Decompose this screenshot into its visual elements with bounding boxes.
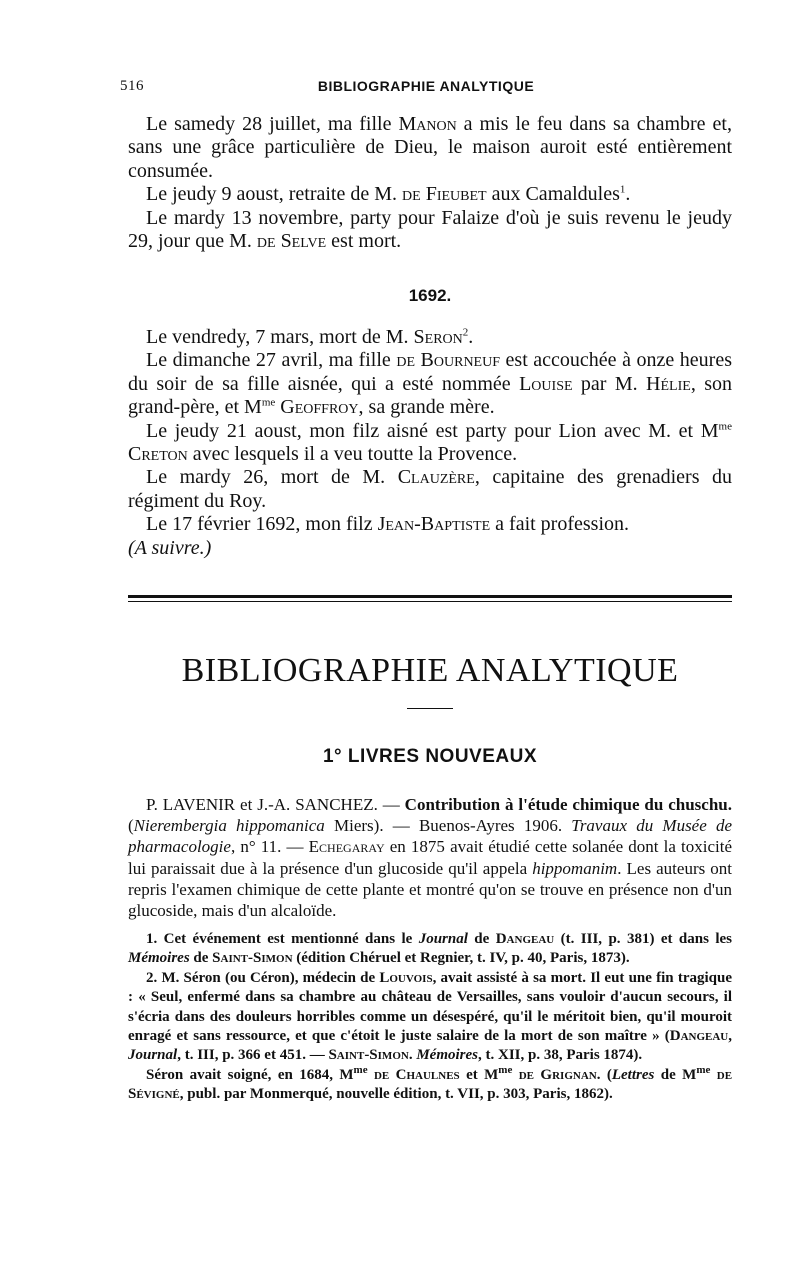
- journal-entry-26: Le mardy 26, mort de M. Clauzère, capitaine des grenadiers du régiment du Roy.: [128, 466, 732, 512]
- journal-1692-entries: [128, 326, 732, 560]
- section-title: BIBLIOGRAPHIE ANALYTIQUE: [181, 652, 679, 689]
- footnote-ref-2: 2: [462, 326, 469, 339]
- page-number: 516: [120, 78, 144, 94]
- section-divider-thick: [128, 595, 732, 598]
- footnote-2: 2. M. Séron (ou Céron), médecin de Louvois, avait assisté à sa mort. Il eut une fin tragique : « Seul, enfermé dans sa chambre au château de Versailles, sans vouloir d'aucun secours, il s'écria dans des douleurs horribles comme un désespéré, qu'il le méritoit bien, qu'il mouroit enragé et sans ressource, et que c'étoit le juste salaire de la mort de son maître » (Dangeau, Journal, t. III, p. 366 et 451. — Saint-Simon. Mémoires, t. XII, p. 38, Paris 1874).: [128, 969, 732, 1064]
- running-title: BIBLIOGRAPHIE ANALYTIQUE: [317, 78, 535, 94]
- title-rule: [407, 708, 453, 709]
- journal-entry-28-juillet: Le samedy 28 juillet, ma fille Manon a mis le feu dans sa chambre et, sans une grâce particulière de Dieu, le maison auroit esté entièrement consumée.: [128, 113, 732, 182]
- subsection-title: 1° LIVRES NOUVEAUX: [322, 746, 538, 767]
- footnote-1: 1. Cet événement est mentionné dans le Journal de Dangeau (t. III, p. 381) et dans les Mémoires de Saint-Simon (édition Chéruel et Regnier, t. IV, p. 40, Paris, 1873).: [128, 931, 732, 967]
- journal-entry-27-avril: Le dimanche 27 avril, ma fille de Bourneuf est accouchée à onze heures du soir de sa fille aisnée, qui a esté nommée Louise par M. Hélie, son grand-père, et $M^{me}$ Geoffroy, sa grande mère.: [128, 349, 732, 419]
- bibliography-entry: [128, 794, 732, 921]
- footnotes: [128, 930, 732, 1105]
- footnote-ref-1: 1: [619, 183, 626, 196]
- a-suivre: (A suivre.): [128, 536, 212, 559]
- running-head: [120, 78, 732, 100]
- footnote-2-continued: Séron avait soigné, en 1684, $M^{me}$ de Chaulnes et $M^{me}$ de Grignan. (Lettres de $M^{me}$ de Sévigné, publ. par Monmerqué, nouvelle édition, t. VII, p. 303, Paris, 1862).: [128, 1063, 733, 1103]
- entry-text: P. LAVENIR et J.-A. SANCHEZ. — Contribution à l'étude chimique du chuschu. (Nierembergia hippomanica Miers). — Buenos-Ayres 1906. Travaux du Musée de pharmacologie, n° 11. — Echegaray en 1875 avait étudié cette solanée dont la toxicité lui paraissait due à la présence d'un glucoside qu'il appela hippomanim. Les auteurs ont repris l'examen chimique de cette plante et montré qu'on se trouve en présence non d'un glucoside, mais d'un alcaloïde.: [128, 795, 733, 921]
- journal-entry-7-mars: Le vendredy, 7 mars, mort de M. Seron$^2$.: [146, 326, 474, 348]
- year-heading: 1692.: [408, 286, 452, 305]
- journal-entry-13-novembre: Le mardy 13 novembre, party pour Falaize d'où je suis revenu le jeudy 29, jour que M. de Selve est mort.: [128, 206, 732, 253]
- journal-entry-9-aoust: Le jeudy 9 aoust, retraite de M. de Fieubet aux Camaldules$^1$.: [146, 183, 631, 206]
- journal-entry-21-aoust: Le jeudy 21 aoust, mon filz aisné est party pour Lion avec M. et $M^{me}$ Creton avec lesquels il a veu toutte la Provence.: [128, 419, 732, 466]
- journal-entry-17-fevrier: Le 17 février 1692, mon filz Jean-Baptiste a fait profession.: [146, 513, 630, 536]
- journal-1691-entries: [128, 113, 732, 253]
- section-divider-thin: [128, 601, 732, 602]
